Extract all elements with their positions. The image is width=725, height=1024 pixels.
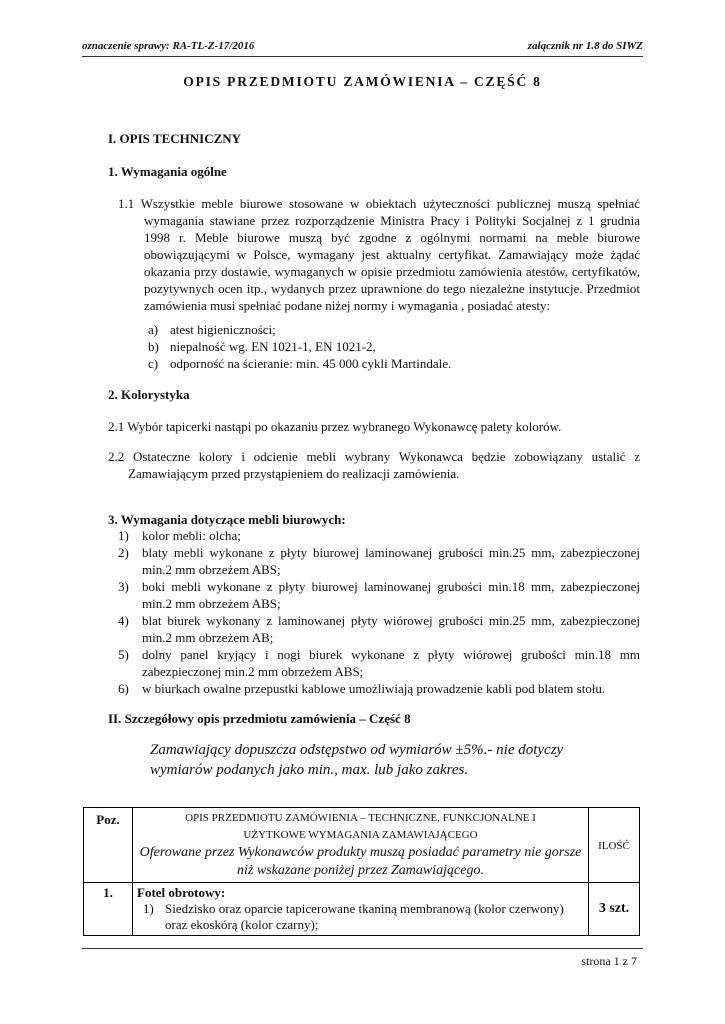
row-description [133, 883, 589, 936]
header-description-line1: OPIS PRZEDMIOTU ZAMÓWIENIA – TECHNICZNE, FUNKCJONALNE I [185, 812, 536, 824]
list-item-text: boki mebli wykonane z płyty biurowej laminowanej grubości min.18 mm, zabezpieczonej min.2 mm obrzeżem ABS; [142, 579, 640, 611]
list-marker: 2) [118, 545, 129, 560]
page-number: strona 1 z 7 [581, 954, 637, 968]
list-item [148, 321, 628, 338]
section-2-heading: II. Szczegółowy opis przedmiotu zamówienia – Część 8 [108, 711, 411, 726]
list-item [118, 578, 640, 612]
header-qty-label: ILOŚĆ [598, 840, 630, 852]
list-item-text: blaty mebli wykonane z płyty biurowej laminowanej grubości min.25 mm, zabezpieczonej min.2 mm obrzeżem ABS; [142, 545, 640, 577]
list-marker: b) [148, 339, 159, 354]
row-item-name: Fotel obrotowy: [137, 885, 226, 900]
paragraph-2-1: 2.1 Wybór tapicerki nastąpi po okazaniu przez wybranego Wykonawcę palety kolorów. [108, 419, 562, 434]
list-item-text: odporność na ścieranie: min. 45 000 cykli Martindale. [170, 356, 452, 371]
list-item-text: dolny panel kryjący i nogi biurek wykonane z płyty wiórowej grubości min.18 mm zabezpieczonej min.2 mm obrzeżem ABS; [142, 647, 640, 679]
list-marker: 1) [118, 528, 129, 543]
list-marker: c) [148, 356, 159, 371]
dimension-tolerance-note: Zamawiający dopuszcza odstępstwo od wymiarów ±5%.- nie dotyczy wymiarów podanych jako min., max. lub jako zakres. [150, 742, 564, 778]
list-marker: 6) [118, 681, 129, 696]
subsection-1-heading: 1. Wymagania ogólne [108, 164, 227, 179]
header-description [133, 808, 589, 883]
list-marker: a) [148, 322, 159, 337]
header-divider [82, 56, 643, 57]
table-row [84, 883, 640, 936]
list-item-text: w biurkach owalne przepustki kablowe umożliwiają prowadzenie kabli pod blatem stołu. [142, 681, 606, 696]
document-title: OPIS PRZEDMIOTU ZAMÓWIENIA – CZĘŚĆ 8 [183, 74, 542, 89]
table-header-row [84, 808, 640, 883]
paragraph-2-2: 2.2 Ostateczne kolory i odcienie mebli wybrany Wykonawca będzie zobowiązany ustalić z Zamawiającym przed przystąpieniem do realizacji zamówienia. [108, 449, 640, 481]
attachment-reference: załącznik nr 1.8 do SIWZ [527, 40, 643, 52]
attest-list [148, 321, 628, 372]
header-poz-label: Poz. [96, 812, 120, 827]
list-item [118, 527, 640, 544]
page-header [82, 40, 643, 52]
list-item-text: atest higieniczności; [170, 322, 276, 337]
subsection-2-heading: 2. Kolorystyka [108, 387, 190, 402]
list-marker: 5) [118, 647, 129, 662]
row-poz: 1. [84, 883, 133, 936]
list-item [148, 338, 628, 355]
general-requirements-paragraph [118, 195, 640, 314]
paragraph-1-1: 1.1 Wszystkie meble biurowe stosowane w obiektach użyteczności publicznej muszą spełniać wymagania stawiane przez rozporządzenie Ministra Pracy i Polityki Socjalnej z 1 grudnia 1998 r. Meble biurowe muszą być zgodne z ogólnymi normami na meble biurowe obowiązującymi w Polsce, wymagany jest aktualny certyfikat. Zamawiający może żądać okazania przy dostawie, wymaganych w opisie przedmiotu zamówienia atestów, certyfikatów, pozytywnych ocen itp., wydanych przez uprawnione do tego niezależne instytucje. Przedmiot zamówienia musi spełniać podane niżej normy i wymagania , posiadać atesty: [118, 196, 640, 313]
section-1-heading: I. OPIS TECHNICZNY [108, 131, 242, 146]
list-item-text: kolor mebli: olcha; [142, 528, 241, 543]
list-item-text: Siedzisko oraz oparcie tapicerowane tkaniną membranową (kolor czerwony) oraz ekoskórą (kolor czarny); [165, 901, 564, 932]
list-item [148, 355, 628, 372]
row-qty: 3 szt. [589, 883, 640, 936]
row-item-detail [137, 901, 584, 933]
header-poz [84, 808, 133, 883]
list-item [118, 646, 640, 680]
list-item [118, 680, 640, 697]
header-description-line2: UŻYTKOWE WYMAGANIA ZAMAWIAJĄCEGO [243, 829, 478, 841]
subsection-3-heading: 3. Wymagania dotyczące mebli biurowych: [108, 512, 346, 527]
header-description-italic: Oferowane przez Wykonawców produkty muszą posiadać parametry nie gorsze niż wskazane poniżej przez Zamawiającego. [139, 845, 582, 878]
furniture-requirements-list [118, 527, 640, 697]
footer-divider [82, 948, 643, 949]
list-item [118, 612, 640, 646]
list-item-text: niepalność wg. EN 1021-1, EN 1021-2, [170, 339, 376, 354]
case-reference: oznaczenie sprawy: RA-TL-Z-17/2016 [82, 40, 255, 52]
list-marker: 4) [118, 613, 129, 628]
specification-table [83, 807, 640, 936]
list-marker: 1) [143, 901, 154, 916]
header-qty [589, 808, 640, 883]
list-item-text: blat biurek wykonany z laminowanej płyty wiórowej grubości min.25 mm, zabezpieczonej min.2 mm obrzeżem AB; [142, 613, 640, 645]
list-marker: 3) [118, 579, 129, 594]
list-item [118, 544, 640, 578]
